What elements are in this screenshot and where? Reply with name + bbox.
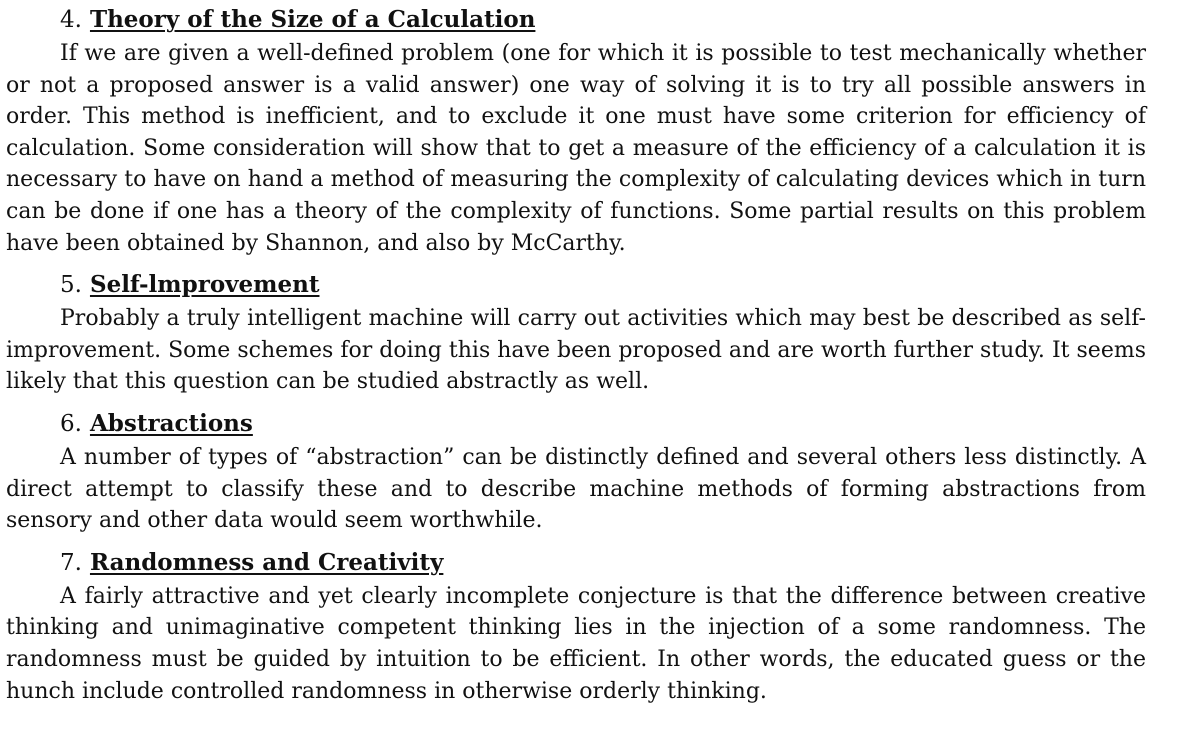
section-title: Abstractions xyxy=(89,409,253,437)
section-paragraph: A number of types of “abstraction” can be distinctly defined and several others less distinctly. A direct attempt to classify these and to describe machine methods of forming abstractions from sensory and other data would seem worthwhile. xyxy=(6,444,1146,534)
section-abstractions xyxy=(6,408,1146,537)
section-paragraph: A fairly attractive and yet clearly incomplete conjecture is that the difference between creative thinking and unimaginative competent thinking lies in the injection of a some randomness. The randomness must be guided by intuition to be efficient. In other words, the educated guess or the hunch include controlled randomness in otherwise orderly thinking. xyxy=(6,583,1146,704)
section-randomness-creativity xyxy=(6,547,1146,707)
section-heading xyxy=(60,269,1146,301)
section-heading xyxy=(60,547,1146,579)
section-heading xyxy=(60,408,1146,440)
section-number: 7. xyxy=(60,549,82,576)
section-heading xyxy=(60,4,1146,36)
section-self-improvement xyxy=(6,269,1146,398)
section-paragraph: Probably a truly intelligent machine will carry out activities which may best be described as self-improvement. Some schemes for doing this have been proposed and are worth further study. It seems likely that this question can be studied abstractly as well. xyxy=(6,306,1146,395)
document-page xyxy=(6,4,1146,707)
section-title: Self-lmprovement xyxy=(89,271,320,299)
section-title: Theory of the Size of a Calculation xyxy=(89,6,536,33)
section-number: 6. xyxy=(60,410,82,437)
section-number: 5. xyxy=(60,272,82,299)
section-paragraph: If we are given a well-defined problem (one for which it is possible to test mechanically whether or not a proposed answer is a valid answer) one way of solving it is to try all possible answers in order. This method is inefficient, and to exclude it one must have some criterion for efficiency of calculation. Some consideration will show that to get a measure of the efficiency of a calculation it is necessary to have on hand a method of measuring the complexity of calculating devices which in turn can be done if one has a theory of the complexity of functions. Some partial results on this problem have been obtained by Shannon, and also by McCarthy. xyxy=(6,41,1146,256)
section-title: Randomness and Creativity xyxy=(89,548,444,576)
section-size-of-calculation xyxy=(6,4,1146,259)
section-number: 4. xyxy=(60,7,82,33)
